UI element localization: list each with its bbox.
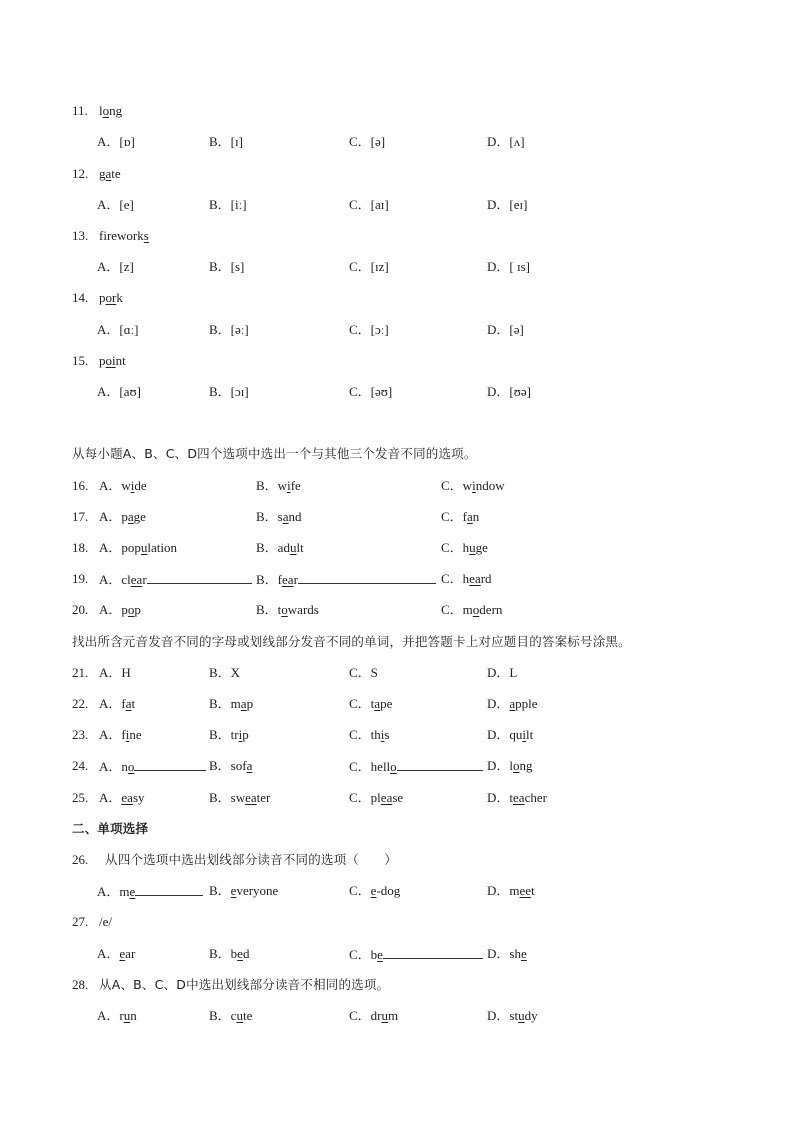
option-b[interactable]: B．towards [256,602,319,617]
question-number: 24. [72,758,89,773]
question-11 [0,102,794,120]
question-28-options [0,1007,794,1025]
option-c[interactable]: C．be [349,945,483,964]
option-b[interactable]: B．everyone [209,883,279,898]
question-17 [0,508,794,526]
option-a[interactable]: A．fat [99,696,136,711]
option-c[interactable]: C．tape [349,696,393,711]
answer-blank [135,882,203,896]
answer-blank [298,570,436,584]
question-number: 16. [72,478,89,493]
option-d[interactable]: D．meet [487,883,535,898]
question-number: 23. [72,727,89,742]
option-c[interactable]: C．[ɔː] [349,322,389,337]
question-27-stem [0,913,794,931]
option-c[interactable]: C．window [441,478,505,493]
option-b[interactable]: B．sweater [209,790,271,805]
question-number: 19. [72,571,89,586]
option-c[interactable]: C．[əʊ] [349,384,393,399]
question-15 [0,352,794,370]
question-number: 11. [72,103,88,118]
option-d[interactable]: D．quilt [487,727,534,742]
question-16 [0,477,794,495]
option-a[interactable]: A．me [97,882,203,901]
section-title: 二、单项选择 [72,821,149,836]
question-26-options [0,882,794,900]
option-a[interactable]: A．[aʊ] [97,384,141,399]
question-13 [0,227,794,245]
instruction-text: 找出所含元音发音不同的字母或划线部分发音不同的单词，并把答题卡上对应题目的答案标号涂黑。 [72,634,631,649]
question-number: 17. [72,509,89,524]
answer-blank [147,570,252,584]
option-c[interactable]: C．huge [441,540,488,555]
question-27-options [0,945,794,963]
option-d[interactable]: D．study [487,1008,538,1023]
options-11 [0,133,794,151]
option-d[interactable]: D．she [487,946,527,961]
option-a[interactable]: A．easy [99,790,145,805]
option-a[interactable]: A．ear [97,946,136,961]
option-a[interactable]: A．[e] [97,197,134,212]
option-b[interactable]: B．sand [256,509,302,524]
option-a[interactable]: A．fine [99,727,142,742]
question-number: 20. [72,602,89,617]
option-c[interactable]: C．[ɪz] [349,259,389,274]
option-a[interactable]: A．pop [99,602,141,617]
answer-blank [397,757,483,771]
question-stem: 从A、B、C、D中选出划线部分读音不相同的选项。 [99,977,390,992]
option-c[interactable]: C．e-dog [349,883,401,898]
question-28-stem [0,976,794,994]
option-b[interactable]: B．[iː] [209,197,247,212]
question-24 [0,757,794,775]
question-word: point [99,353,126,368]
question-stem: 从四个选项中选出划线部分读音不同的选项（ ） [105,852,398,867]
question-number: 28. [72,977,89,992]
option-a[interactable]: A．[ɑː] [97,322,139,337]
question-word: long [99,103,123,118]
option-c[interactable]: C．modern [441,602,503,617]
option-a[interactable]: A．clear [99,570,252,589]
option-a[interactable]: A．population [99,540,177,555]
option-c[interactable]: C．hello [349,757,483,776]
option-c[interactable]: C．fan [441,509,480,524]
option-c[interactable]: C．please [349,790,404,805]
option-c[interactable]: C．S [349,665,378,680]
question-number: 18. [72,540,89,555]
option-a[interactable]: A．[ɒ] [97,134,135,149]
option-d[interactable]: D．[ʊə] [487,384,531,399]
option-d[interactable]: D．[ ɪs] [487,259,530,274]
option-b[interactable]: B．[s] [209,259,245,274]
option-b[interactable]: B．bed [209,946,250,961]
option-c[interactable]: C．drum [349,1008,399,1023]
option-b[interactable]: B．[ɔɪ] [209,384,249,399]
question-number: 12. [72,166,89,181]
question-22 [0,695,794,713]
question-12 [0,165,794,183]
option-b[interactable]: B．fear [256,570,436,589]
question-20 [0,601,794,619]
option-c[interactable]: C．[aɪ] [349,197,389,212]
question-18 [0,539,794,557]
option-d[interactable]: D．teacher [487,790,547,805]
option-c[interactable]: C．this [349,727,390,742]
question-23 [0,726,794,744]
options-13 [0,258,794,276]
question-number: 15. [72,353,89,368]
answer-blank [383,945,483,959]
option-b[interactable]: B．trip [209,727,249,742]
question-number: 22. [72,696,89,711]
option-d[interactable]: D．[eɪ] [487,197,528,212]
option-c[interactable]: C．heard [441,571,492,586]
question-number: 25. [72,790,89,805]
option-a[interactable]: A．run [97,1008,137,1023]
question-19 [0,570,794,588]
option-b[interactable]: B．map [209,696,254,711]
question-25 [0,789,794,807]
option-b[interactable]: B．X [209,665,241,680]
question-14 [0,289,794,307]
option-a[interactable]: A．no [99,757,206,776]
question-number: 26. [72,852,89,867]
option-b[interactable]: B．[əː] [209,322,249,337]
option-b[interactable]: B．cute [209,1008,253,1023]
option-a[interactable]: A．wide [99,478,147,493]
question-21 [0,664,794,682]
question-word: pork [99,290,123,305]
option-d[interactable]: D．[ʌ] [487,134,525,149]
options-15 [0,383,794,401]
instruction-vowel-sound [0,633,794,651]
option-b[interactable]: B．sofa [209,758,253,773]
question-number: 13. [72,228,89,243]
option-d[interactable]: D．L [487,665,518,680]
question-word: fireworks [99,228,149,243]
instruction-text: 从每小题A、B、C、D四个选项中选出一个与其他三个发音不同的选项。 [72,446,477,461]
options-12 [0,196,794,214]
option-a[interactable]: A．H [99,665,131,680]
options-14 [0,321,794,339]
option-d[interactable]: D．[ə] [487,322,524,337]
option-d[interactable]: D．apple [487,696,538,711]
question-26-stem [0,851,794,869]
question-stem: /e/ [99,914,112,929]
question-number: 27. [72,914,89,929]
answer-blank [134,757,206,771]
section-heading [0,820,794,838]
instruction-odd-one-out [0,445,794,463]
option-a[interactable]: A．[z] [97,259,134,274]
option-b[interactable]: B．adult [256,540,304,555]
option-b[interactable]: B．[ɪ] [209,134,243,149]
question-word: gate [99,166,121,181]
question-number: 21. [72,665,89,680]
option-a[interactable]: A．page [99,509,146,524]
option-c[interactable]: C．[ə] [349,134,386,149]
question-number: 14. [72,290,89,305]
option-b[interactable]: B．wife [256,478,301,493]
option-d[interactable]: D．long [487,758,533,773]
